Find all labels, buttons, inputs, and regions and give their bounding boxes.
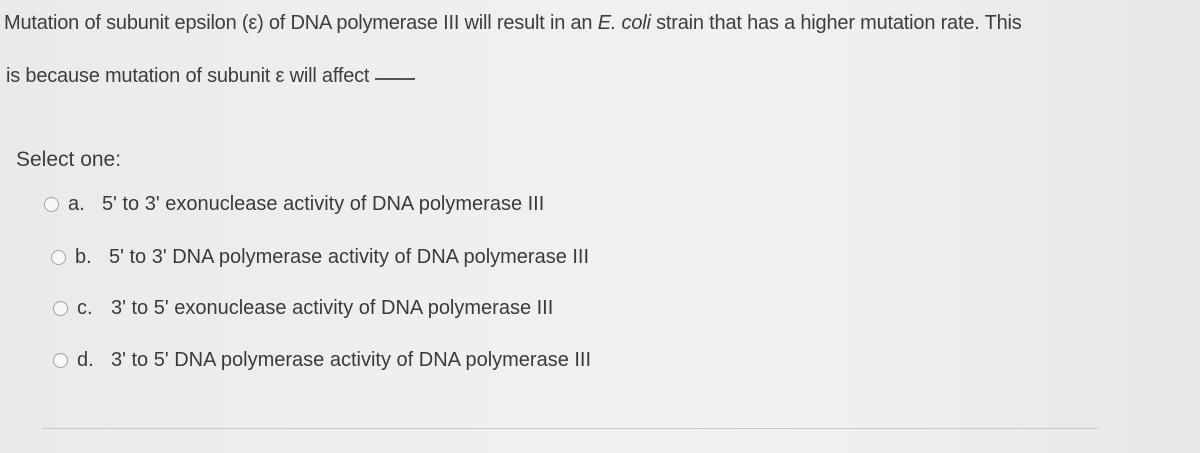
select-one-label: Select one: [16,148,122,171]
option-letter-a: a. [68,193,85,215]
option-letter-b: b. [75,246,92,268]
option-letter-c: c. [77,297,93,319]
question-line-2 [6,61,415,91]
question-line-2-text: is because mutation of subunit ε will affect [6,65,370,87]
option-text-b[interactable]: 5' to 3' DNA polymerase activity of DNA polymerase III [109,246,590,268]
question-organism: E. coli [597,12,651,34]
option-text-c[interactable]: 3' to 5' exonuclease activity of DNA polymerase III [111,297,554,319]
question-line-1-start: Mutation of subunit epsilon (ε) of DNA polymerase III will result in an [4,12,598,34]
answer-option-b[interactable] [51,246,589,269]
answer-blank [375,78,415,80]
question-line-1 [4,8,1022,38]
option-text-a[interactable]: 5' to 3' exonuclease activity of DNA polymerase III [102,193,545,215]
radio-button-d[interactable] [53,353,68,368]
option-text-d[interactable]: 3' to 5' DNA polymerase activity of DNA polymerase III [111,349,592,371]
question-line-1-end: strain that has a higher mutation rate. This [650,12,1022,34]
radio-button-b[interactable] [51,250,66,265]
answer-option-a[interactable] [44,193,544,216]
radio-button-c[interactable] [53,301,68,316]
answer-option-d[interactable] [53,349,591,372]
section-divider [42,428,1098,429]
radio-button-a[interactable] [44,197,59,212]
answer-option-c[interactable] [53,297,553,320]
option-letter-d: d. [77,349,94,371]
